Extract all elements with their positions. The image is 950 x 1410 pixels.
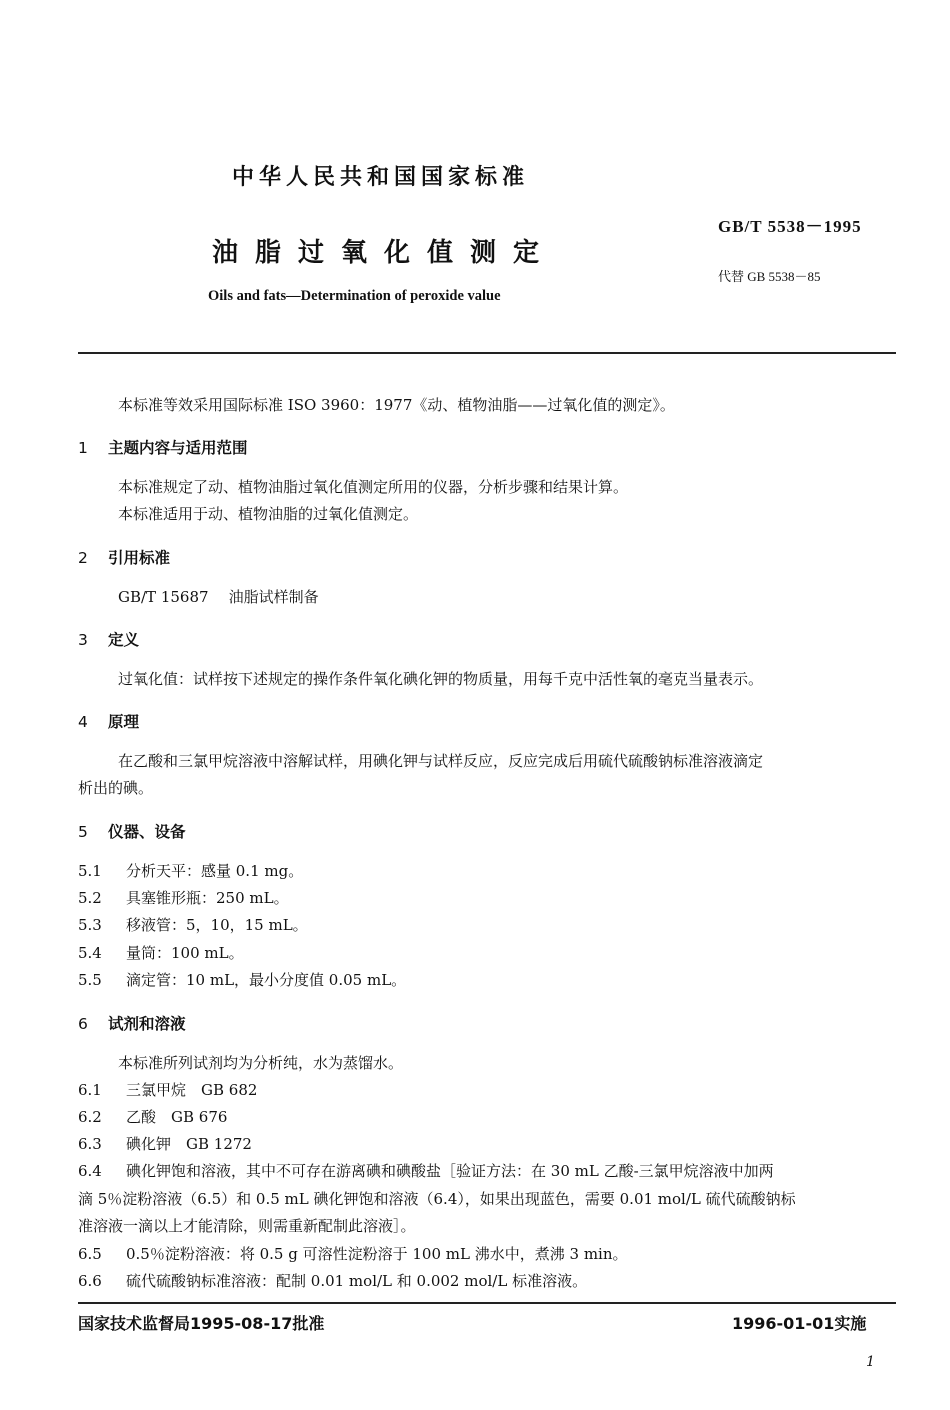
document-title-chinese: 油脂过氧化值测定 [212, 238, 557, 268]
list-item [78, 1106, 227, 1127]
item-number: 6.1 [78, 1081, 102, 1099]
item-number: 5.4 [78, 944, 102, 962]
section-5-heading [78, 820, 186, 842]
section-title: 引用标准 [108, 549, 171, 567]
document-title-english: Oils and fats—Determination of peroxide value [208, 288, 501, 304]
section-1-paragraph-1: 本标准规定了动、植物油脂过氧化值测定所用的仪器，分析步骤和结果计算。 [118, 478, 629, 496]
principle-line-1: 在乙酸和三氯甲烷溶液中溶解试样，用碘化钾与试样反应，反应完成后用硫代硫酸钠标准溶液滴定 [118, 752, 764, 770]
section-title: 定义 [108, 631, 140, 649]
reference-name: 油脂试样制备 [228, 588, 319, 606]
reagents-intro: 本标准所列试剂均为分析纯，水为蒸馏水。 [118, 1054, 404, 1072]
list-item [78, 1270, 587, 1291]
section-4-heading [78, 710, 139, 732]
issuing-authority: 中华人民共和国国家标准 [232, 165, 530, 190]
list-item [78, 942, 244, 963]
page-number: 1 [866, 1354, 875, 1370]
item-number: 5.3 [78, 916, 102, 934]
item-number: 5.1 [78, 862, 102, 880]
replaces-standard: 代替 GB 5538－85 [718, 269, 821, 284]
item-text: 移液管：5，10，15 mL。 [126, 916, 308, 934]
item-text: 三氯甲烷 GB 682 [126, 1081, 258, 1099]
item-number: 6.4 [78, 1162, 102, 1180]
section-number: 6 [78, 1015, 88, 1033]
section-number: 2 [78, 549, 88, 567]
list-item [78, 1079, 257, 1100]
item-text: 具塞锥形瓶：250 mL。 [126, 889, 289, 907]
section-title: 仪器、设备 [108, 823, 186, 841]
item-number: 5.2 [78, 889, 102, 907]
list-item [78, 1243, 628, 1264]
section-number: 1 [78, 439, 88, 457]
footer-divider [78, 1302, 896, 1304]
list-item [78, 860, 303, 881]
list-item [78, 1133, 252, 1154]
item-text: 碘化钾饱和溶液，其中不可存在游离碘和碘酸盐［验证方法：在 30 mL 乙酸-三氯甲烷溶液中加两 [126, 1162, 774, 1180]
section-number: 5 [78, 823, 88, 841]
item-text: 滴定管：10 mL，最小分度值 0.05 mL。 [126, 971, 407, 989]
standard-number: GB/T 5538－1995 [718, 217, 862, 236]
item-continuation: 准溶液一滴以上才能清除，则需重新配制此溶液］。 [78, 1217, 416, 1235]
effective-date: 1996-01-01实施 [732, 1314, 867, 1333]
item-continuation: 滴 5％淀粉溶液（6.5）和 0.5 mL 碘化钾饱和溶液（6.4），如果出现蓝色，需要 0.01 mol/L 硫代硫酸钠标 [78, 1190, 796, 1208]
section-1-paragraph-2: 本标准适用于动、植物油脂的过氧化值测定。 [118, 505, 419, 523]
list-item [78, 1160, 774, 1181]
principle-line-2: 析出的碘。 [78, 779, 154, 797]
list-item [78, 887, 289, 908]
section-3-heading [78, 628, 139, 650]
item-text: 硫代硫酸钠标准溶液：配制 0.01 mol/L 和 0.002 mol/L 标准溶液。 [126, 1272, 588, 1290]
section-title: 试剂和溶液 [108, 1015, 186, 1033]
item-number: 5.5 [78, 971, 102, 989]
item-text: 分析天平：感量 0.1 mg。 [126, 862, 304, 880]
item-text: 乙酸 GB 676 [126, 1108, 228, 1126]
item-number: 6.5 [78, 1245, 102, 1263]
list-item [78, 914, 308, 935]
item-text: 碘化钾 GB 1272 [126, 1135, 252, 1153]
referenced-standard [118, 586, 319, 607]
list-item [78, 969, 406, 990]
section-2-heading [78, 546, 170, 568]
approval-date: 国家技术监督局1995-08-17批准 [78, 1314, 325, 1333]
section-1-heading [78, 436, 248, 458]
reference-code: GB/T 15687 [118, 588, 209, 606]
section-number: 4 [78, 713, 88, 731]
section-number: 3 [78, 631, 88, 649]
intro-paragraph: 本标准等效采用国际标准 ISO 3960：1977《动、植物油脂——过氧化值的测定》。 [118, 396, 675, 414]
header-divider [78, 352, 896, 354]
item-number: 6.2 [78, 1108, 102, 1126]
section-6-heading [78, 1012, 186, 1034]
item-number: 6.6 [78, 1272, 102, 1290]
item-number: 6.3 [78, 1135, 102, 1153]
section-title: 原理 [108, 713, 140, 731]
definition-paragraph: 过氧化值：试样按下述规定的操作条件氧化碘化钾的物质量，用每千克中活性氧的毫克当量表示。 [118, 670, 764, 688]
section-title: 主题内容与适用范围 [108, 439, 248, 457]
item-text: 量筒：100 mL。 [126, 944, 244, 962]
item-text: 0.5％淀粉溶液：将 0.5 g 可溶性淀粉溶于 100 mL 沸水中，煮沸 3 min。 [126, 1245, 628, 1263]
